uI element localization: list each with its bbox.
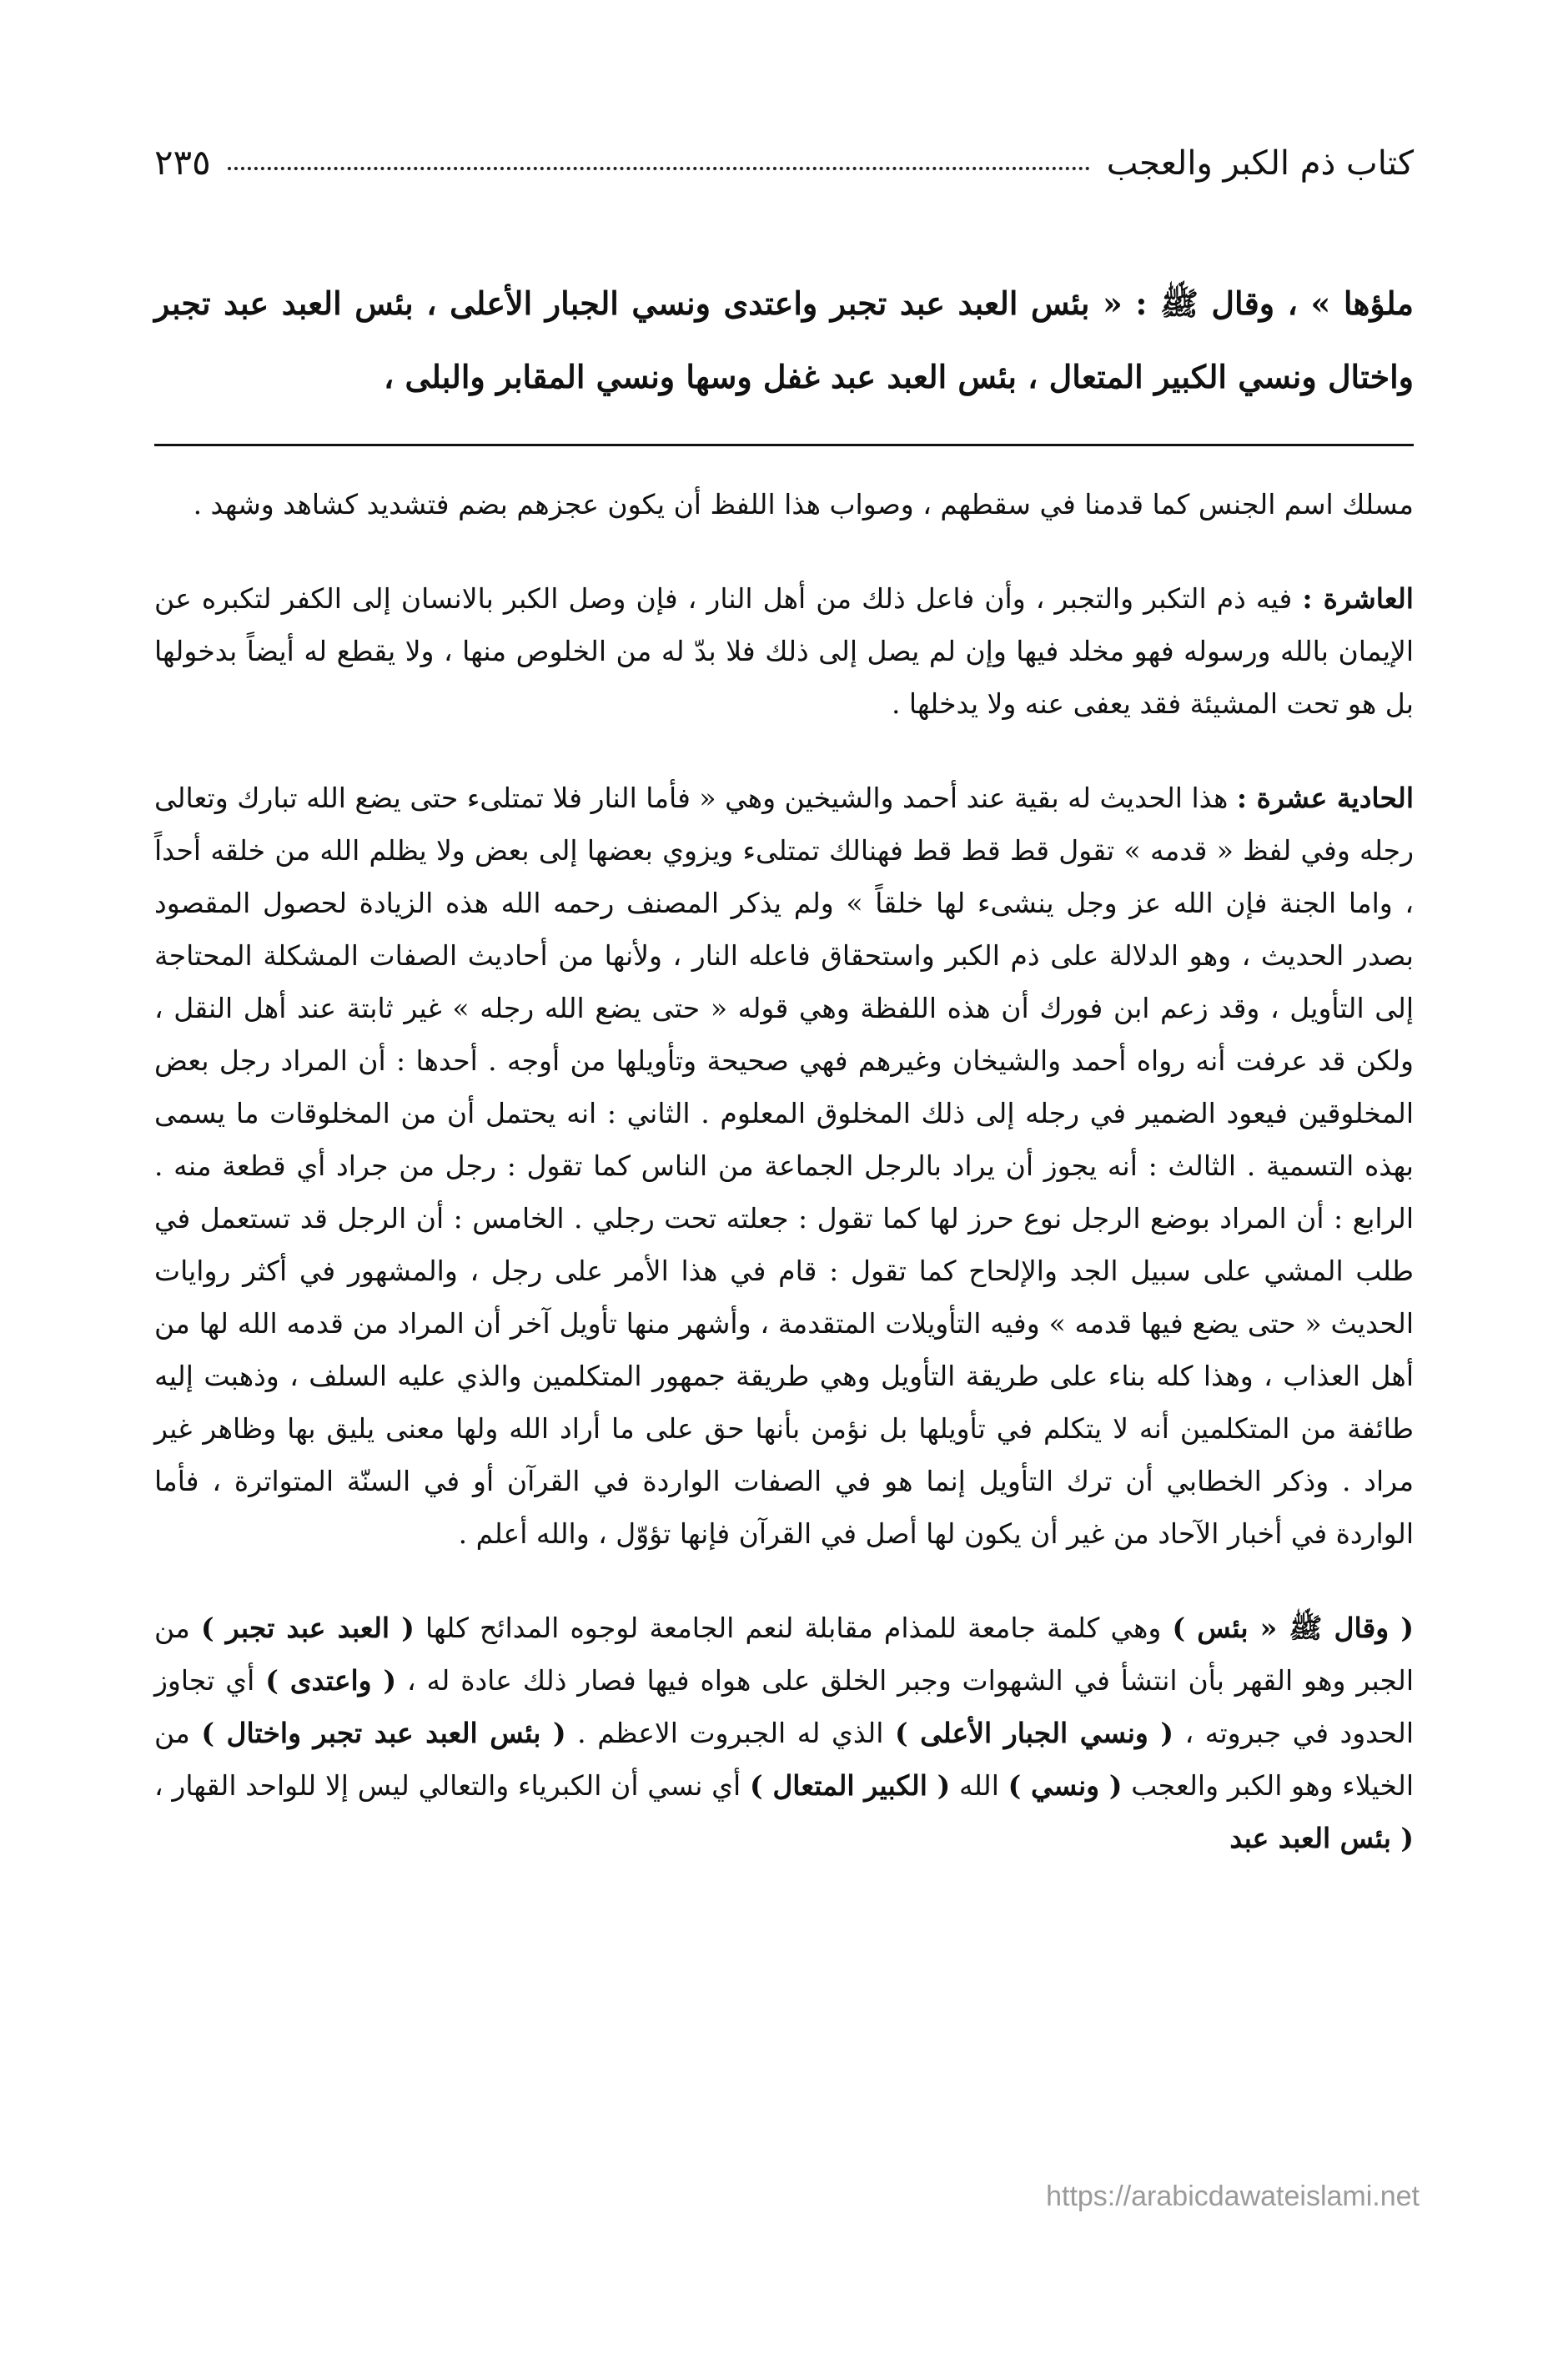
explanation-segment: أي تجاوز الحدود في جبروته ، xyxy=(154,1664,1414,1749)
footnote-divider xyxy=(154,444,1414,446)
quote-segment: ( الكبير المتعال ) xyxy=(749,1769,951,1802)
paragraph-3-heading: الحادية عشرة : xyxy=(1236,782,1414,814)
running-header xyxy=(154,133,1414,192)
paragraph-3-body: هذا الحديث له بقية عند أحمد والشيخين وهي « فأما النار فلا تمتلىء حتى يضع الله تبارك وتعالى رجله وفي لفظ « قدمه » تقول قط قط قط فهنالك تمتلىء ويزوي بعضها إلى بعض ولا يظلم الله من خلقه أحداً ، واما الجنة فإن الله عز وجل ينشىء لها خلقاً » ولم يذكر المصنف رحمه الله هذه الزيادة لحصول المقصود بصدر الحديث ، وهو الدلالة على ذم الكبر واستحقاق فاعله النار ، ولأنها من أحاديث الصفات المشكلة المحتاجة إلى التأويل ، وقد زعم ابن فورك أن هذه اللفظة وهي قوله « حتى يضع الله رجله » غير ثابتة عند أهل النقل ، ولكن قد عرفت أنه رواه أحمد والشيخان وغيرهم فهي صحيحة وتأويلها من أوجه . أحدها : أن المراد رجل بعض المخلوقين فيعود الضمير في رجله إلى ذلك المخلوق المعلوم . الثاني : انه يحتمل أن من المخلوقات ما يسمى بهذه التسمية . الثالث : أنه يجوز أن يراد بالرجل الجماعة من الناس كما تقول : رجل من جراد أي قطعة منه . الرابع : أن المراد بوضع الرجل نوع حرز لها كما تقول : جعلته تحت رجلي . الخامس : أن الرجل قد تستعمل في طلب المشي على سبيل الجد والإلحاح كما تقول : قام في هذا الأمر على رجل ، والمشهور في أكثر روايات الحديث « حتى يضع فيها قدمه » وفيه التأويلات المتقدمة ، وأشهر منها تأويل آخر أن المراد من قدمه الله لها من أهل العذاب ، وهذا كله بناء على طريقة التأويل وهي طريقة جمهور المتكلمين والذي عليه السلف ، وذهبت إليه طائفة من المتكلمين أنه لا يتكلم في تأويلها بل نؤمن بأنها حق على ما أراد الله ولها معنى يليق بها وظاهر غير مراد . وذكر الخطابي أن ترك التأويل إنما هو في الصفات الواردة في القرآن أو في السنّة المتواترة ، فأما الواردة في أخبار الآحاد من غير أن يكون لها أصل في القرآن فإنها تؤوّل ، والله أعلم . xyxy=(154,782,1414,1550)
quote-segment: ( بئس العبد عبد xyxy=(1229,1822,1414,1854)
quote-segment: ( بئس العبد عبد تجبر واختال ) xyxy=(201,1717,566,1749)
quote-segment: ( وقال ﷺ « بئس ) xyxy=(1172,1612,1414,1644)
commentary-paragraph-1: مسلك اسم الجنس كما قدمنا في سقطهم ، وصواب هذا اللفظ أن يكون عجزهم بضم فتشديد كشاهد وشهد . xyxy=(193,488,1414,521)
explanation-segment: أي نسي أن الكبرياء والتعالي ليس إلا للواحد القهار ، xyxy=(154,1769,750,1802)
quote-segment: ( واعتدى ) xyxy=(265,1664,397,1697)
quote-segment: ( العبد عبد تجبر ) xyxy=(200,1612,415,1644)
hadith-text: ملؤها » ، وقال ﷺ : « بئس العبد عبد تجبر واعتدى ونسي الجبار الأعلى ، بئس العبد عبد تجبر واختال ونسي الكبير المتعال ، بئس العبد عبد غفل وسها ونسي المقابر والبلى ، xyxy=(154,284,1414,395)
book-page xyxy=(154,133,1414,2336)
explanation-segment: من الخيلاء وهو الكبر والعجب xyxy=(154,1717,1414,1802)
quote-segment: ( ونسي الجبار الأعلى ) xyxy=(894,1717,1174,1749)
commentary-paragraph-3 xyxy=(154,772,1414,1560)
explanation-segment: الذي له الجبروت الاعظم . xyxy=(565,1717,895,1749)
hadith-text-block xyxy=(154,267,1414,414)
source-watermark: https://arabicdawateislami.net xyxy=(1046,2180,1420,2212)
quote-segment: ( ونسي ) xyxy=(1008,1769,1123,1802)
commentary-paragraph-4 xyxy=(154,1602,1414,1864)
explanation-segment: من الجبر وهو القهر بأن انتشأ في الشهوات وجبر الخلق على هواه فيها فصار ذلك عادة له ، xyxy=(154,1612,1415,1697)
explanation-segment: الله xyxy=(950,1769,1008,1802)
header-leader-dots xyxy=(228,167,1090,170)
commentary-block xyxy=(154,478,1414,1864)
header-title: كتاب ذم الكبر والعجب xyxy=(1106,144,1414,183)
page-number: ٢٣٥ xyxy=(154,142,211,183)
commentary-paragraph-2 xyxy=(154,572,1414,730)
paragraph-2-body: فيه ذم التكبر والتجبر ، وأن فاعل ذلك من أهل النار ، فإن وصل الكبر بالانسان إلى الكفر لتكبره عن الإيمان بالله ورسوله فهو مخلد فيها وإن لم يصل إلى ذلك فلا بدّ له من الخلوص منها ، ولا يقطع له أيضاً بدخولها بل هو تحت المشيئة فقد يعفى عنه ولا يدخلها . xyxy=(154,582,1414,720)
explanation-segment: وهي كلمة جامعة للمذام مقابلة لنعم الجامعة لوجوه المدائح كلها xyxy=(414,1612,1173,1644)
paragraph-2-heading: العاشرة : xyxy=(1302,582,1414,615)
